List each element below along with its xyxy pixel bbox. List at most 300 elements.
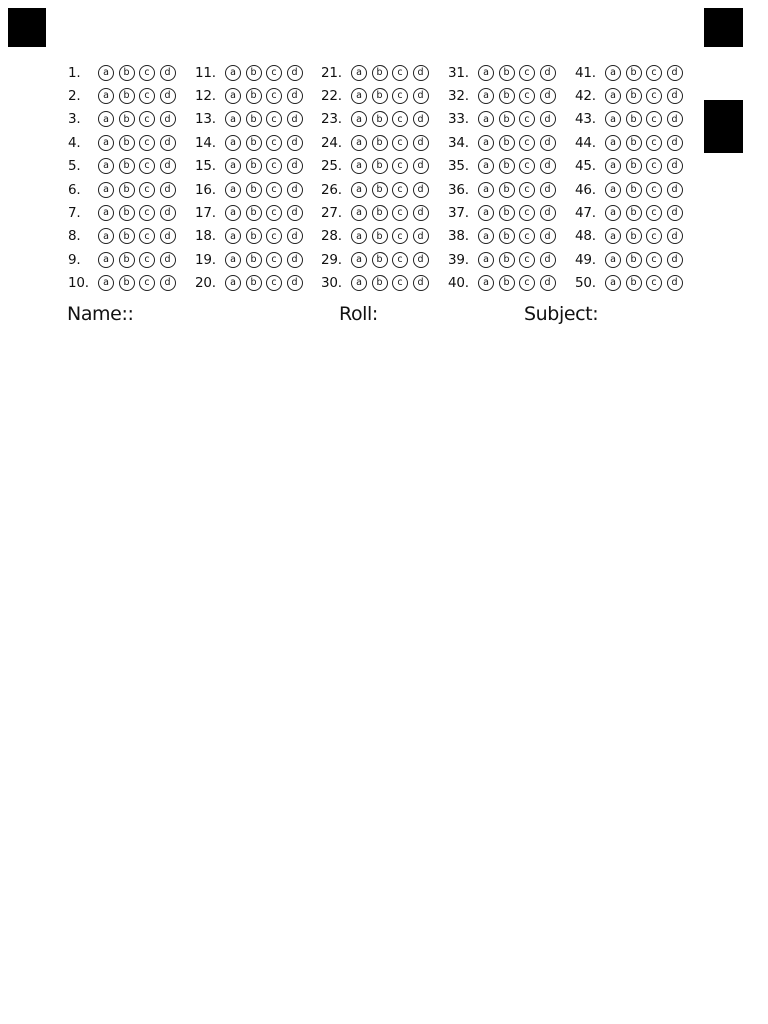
answer-bubble-a[interactable]: a <box>605 205 621 221</box>
answer-bubble-c[interactable]: c <box>519 228 535 244</box>
answer-bubble-a[interactable]: a <box>98 182 114 198</box>
answer-bubble-c[interactable]: c <box>646 135 662 151</box>
answer-bubble-b[interactable]: b <box>246 111 262 127</box>
answer-bubble-a[interactable]: a <box>351 111 367 127</box>
answer-bubble-d[interactable]: d <box>667 135 683 151</box>
answer-bubble-c[interactable]: c <box>266 88 282 104</box>
question-row <box>195 108 303 131</box>
answer-bubble-b[interactable]: b <box>372 205 388 221</box>
question-row <box>575 225 683 248</box>
answer-bubble-d[interactable]: d <box>540 65 556 81</box>
question-row <box>575 201 683 224</box>
answer-bubble-b[interactable]: b <box>372 182 388 198</box>
answer-bubble-a[interactable]: a <box>98 275 114 291</box>
answer-bubble-a[interactable]: a <box>478 228 494 244</box>
answer-bubble-b[interactable]: b <box>499 228 515 244</box>
answer-bubble-a[interactable]: a <box>98 252 114 268</box>
student-info-footer <box>0 303 768 331</box>
answer-bubble-c[interactable]: c <box>266 252 282 268</box>
answer-bubbles <box>98 228 176 244</box>
answer-bubble-d[interactable]: d <box>667 228 683 244</box>
answer-bubble-a[interactable]: a <box>225 205 241 221</box>
answer-bubble-b[interactable]: b <box>499 252 515 268</box>
answer-bubble-c[interactable]: c <box>519 182 535 198</box>
answer-bubble-c[interactable]: c <box>519 111 535 127</box>
answer-bubble-c[interactable]: c <box>646 158 662 174</box>
answer-bubble-d[interactable]: d <box>160 88 176 104</box>
answer-bubble-c[interactable]: c <box>646 182 662 198</box>
answer-bubble-c[interactable]: c <box>139 111 155 127</box>
question-number: 1. <box>68 64 81 81</box>
question-row <box>575 248 683 271</box>
answer-bubble-b[interactable]: b <box>246 182 262 198</box>
answer-bubbles <box>478 182 556 198</box>
answer-bubble-d[interactable]: d <box>413 135 429 151</box>
question-number: 8. <box>68 228 81 245</box>
answer-bubble-a[interactable]: a <box>98 205 114 221</box>
question-number: 24. <box>321 134 342 151</box>
answer-bubbles <box>98 111 176 127</box>
answer-bubble-b[interactable]: b <box>626 205 642 221</box>
answer-bubble-c[interactable]: c <box>139 275 155 291</box>
question-number: 43. <box>575 111 596 128</box>
answer-bubbles <box>225 111 303 127</box>
question-row <box>68 272 176 295</box>
answer-bubble-d[interactable]: d <box>540 182 556 198</box>
answer-bubble-c[interactable]: c <box>646 205 662 221</box>
answer-bubble-b[interactable]: b <box>246 88 262 104</box>
answer-bubble-b[interactable]: b <box>499 65 515 81</box>
answer-bubble-c[interactable]: c <box>646 111 662 127</box>
question-number: 16. <box>195 181 216 198</box>
answer-bubble-a[interactable]: a <box>98 65 114 81</box>
answer-bubbles <box>351 252 429 268</box>
answer-bubble-c[interactable]: c <box>139 205 155 221</box>
answer-bubble-a[interactable]: a <box>478 65 494 81</box>
answer-bubble-a[interactable]: a <box>478 135 494 151</box>
question-row <box>448 61 556 84</box>
subject-label: Subject: <box>524 303 599 325</box>
answer-bubble-c[interactable]: c <box>139 158 155 174</box>
answer-bubbles <box>98 158 176 174</box>
answer-bubble-b[interactable]: b <box>119 65 135 81</box>
answer-bubbles <box>605 205 683 221</box>
answer-bubble-b[interactable]: b <box>372 275 388 291</box>
answer-bubble-b[interactable]: b <box>246 228 262 244</box>
question-number: 39. <box>448 251 469 268</box>
answer-bubble-c[interactable]: c <box>266 65 282 81</box>
answer-bubble-a[interactable]: a <box>605 111 621 127</box>
answer-bubble-a[interactable]: a <box>605 275 621 291</box>
answer-bubble-a[interactable]: a <box>98 135 114 151</box>
answer-bubbles <box>98 65 176 81</box>
answer-bubble-b[interactable]: b <box>626 252 642 268</box>
answer-bubble-d[interactable]: d <box>667 88 683 104</box>
answer-bubble-d[interactable]: d <box>160 135 176 151</box>
answer-bubble-a[interactable]: a <box>351 135 367 151</box>
answer-bubble-d[interactable]: d <box>413 182 429 198</box>
answer-grid <box>68 61 700 293</box>
question-row <box>448 201 556 224</box>
answer-bubble-d[interactable]: d <box>540 205 556 221</box>
answer-bubble-c[interactable]: c <box>392 88 408 104</box>
answer-bubble-a[interactable]: a <box>605 88 621 104</box>
answer-bubble-c[interactable]: c <box>519 135 535 151</box>
answer-bubbles <box>478 135 556 151</box>
answer-bubble-b[interactable]: b <box>626 158 642 174</box>
answer-bubble-b[interactable]: b <box>499 275 515 291</box>
question-row <box>68 108 176 131</box>
question-number: 33. <box>448 111 469 128</box>
question-row <box>195 201 303 224</box>
answer-bubbles <box>225 88 303 104</box>
answer-bubble-b[interactable]: b <box>499 182 515 198</box>
answer-bubble-c[interactable]: c <box>392 205 408 221</box>
answer-bubble-a[interactable]: a <box>225 135 241 151</box>
answer-bubble-a[interactable]: a <box>351 275 367 291</box>
question-row <box>68 178 176 201</box>
answer-bubble-d[interactable]: d <box>413 65 429 81</box>
answer-bubbles <box>351 182 429 198</box>
answer-bubble-c[interactable]: c <box>266 111 282 127</box>
answer-bubble-a[interactable]: a <box>478 182 494 198</box>
question-row <box>68 84 176 107</box>
question-row <box>575 84 683 107</box>
answer-bubble-a[interactable]: a <box>478 158 494 174</box>
answer-bubble-c[interactable]: c <box>266 228 282 244</box>
question-row <box>68 248 176 271</box>
answer-bubble-b[interactable]: b <box>372 65 388 81</box>
answer-bubble-d[interactable]: d <box>413 252 429 268</box>
registration-marker-top-left <box>8 8 46 47</box>
question-number: 40. <box>448 275 469 292</box>
answer-bubble-c[interactable]: c <box>266 158 282 174</box>
answer-bubble-d[interactable]: d <box>160 275 176 291</box>
answer-bubble-d[interactable]: d <box>160 252 176 268</box>
question-number: 17. <box>195 204 216 221</box>
answer-bubble-d[interactable]: d <box>287 252 303 268</box>
question-row <box>195 131 303 154</box>
answer-bubble-a[interactable]: a <box>225 252 241 268</box>
question-number: 11. <box>195 64 216 81</box>
answer-bubble-c[interactable]: c <box>392 158 408 174</box>
answer-bubble-b[interactable]: b <box>499 111 515 127</box>
question-row <box>195 178 303 201</box>
answer-bubble-b[interactable]: b <box>372 88 388 104</box>
registration-marker-right <box>704 100 743 153</box>
answer-bubble-a[interactable]: a <box>98 88 114 104</box>
answer-bubbles <box>478 88 556 104</box>
answer-bubble-b[interactable]: b <box>626 65 642 81</box>
answer-bubbles <box>605 228 683 244</box>
answer-bubble-d[interactable]: d <box>287 275 303 291</box>
answer-bubble-d[interactable]: d <box>160 205 176 221</box>
question-row <box>575 272 683 295</box>
answer-bubble-c[interactable]: c <box>646 275 662 291</box>
answer-bubble-b[interactable]: b <box>246 205 262 221</box>
answer-bubble-d[interactable]: d <box>667 252 683 268</box>
answer-bubble-a[interactable]: a <box>605 65 621 81</box>
answer-bubble-b[interactable]: b <box>372 228 388 244</box>
answer-bubble-a[interactable]: a <box>605 158 621 174</box>
answer-bubble-c[interactable]: c <box>646 228 662 244</box>
answer-bubble-a[interactable]: a <box>351 205 367 221</box>
answer-bubble-b[interactable]: b <box>119 158 135 174</box>
answer-bubble-d[interactable]: d <box>540 111 556 127</box>
question-number: 31. <box>448 64 469 81</box>
answer-bubble-c[interactable]: c <box>392 135 408 151</box>
answer-bubble-b[interactable]: b <box>372 252 388 268</box>
answer-bubble-b[interactable]: b <box>119 135 135 151</box>
answer-bubble-b[interactable]: b <box>372 111 388 127</box>
registration-marker-top-right <box>704 8 743 47</box>
answer-bubble-d[interactable]: d <box>287 111 303 127</box>
answer-bubble-b[interactable]: b <box>119 182 135 198</box>
question-row <box>68 131 176 154</box>
answer-bubble-b[interactable]: b <box>626 88 642 104</box>
question-number: 38. <box>448 228 469 245</box>
answer-bubble-b[interactable]: b <box>499 158 515 174</box>
answer-bubble-a[interactable]: a <box>225 111 241 127</box>
answer-bubbles <box>478 158 556 174</box>
answer-bubble-b[interactable]: b <box>246 158 262 174</box>
answer-bubble-d[interactable]: d <box>667 205 683 221</box>
answer-bubble-c[interactable]: c <box>519 205 535 221</box>
answer-bubbles <box>605 135 683 151</box>
question-number: 49. <box>575 251 596 268</box>
answer-bubble-c[interactable]: c <box>519 275 535 291</box>
answer-bubble-a[interactable]: a <box>478 88 494 104</box>
answer-bubble-b[interactable]: b <box>119 205 135 221</box>
answer-bubble-b[interactable]: b <box>499 135 515 151</box>
question-row <box>321 248 429 271</box>
answer-bubble-b[interactable]: b <box>626 111 642 127</box>
answer-bubble-c[interactable]: c <box>139 65 155 81</box>
answer-bubble-c[interactable]: c <box>519 65 535 81</box>
question-number: 28. <box>321 228 342 245</box>
answer-bubble-a[interactable]: a <box>351 88 367 104</box>
question-number: 41. <box>575 64 596 81</box>
answer-bubble-d[interactable]: d <box>667 111 683 127</box>
answer-bubble-b[interactable]: b <box>626 228 642 244</box>
question-number: 45. <box>575 158 596 175</box>
answer-bubbles <box>478 111 556 127</box>
answer-bubble-d[interactable]: d <box>667 158 683 174</box>
answer-bubble-b[interactable]: b <box>119 88 135 104</box>
answer-bubbles <box>605 182 683 198</box>
answer-bubble-a[interactable]: a <box>225 88 241 104</box>
answer-bubble-b[interactable]: b <box>626 275 642 291</box>
answer-bubble-c[interactable]: c <box>519 252 535 268</box>
answer-bubble-a[interactable]: a <box>605 228 621 244</box>
answer-bubble-a[interactable]: a <box>351 65 367 81</box>
question-number: 36. <box>448 181 469 198</box>
question-number: 46. <box>575 181 596 198</box>
answer-bubble-c[interactable]: c <box>519 88 535 104</box>
answer-bubble-c[interactable]: c <box>519 158 535 174</box>
answer-bubble-d[interactable]: d <box>540 275 556 291</box>
answer-bubble-d[interactable]: d <box>540 135 556 151</box>
answer-bubbles <box>225 275 303 291</box>
answer-bubble-a[interactable]: a <box>98 228 114 244</box>
answer-bubble-c[interactable]: c <box>266 182 282 198</box>
answer-bubble-c[interactable]: c <box>646 252 662 268</box>
answer-bubbles <box>98 135 176 151</box>
answer-bubble-a[interactable]: a <box>98 111 114 127</box>
question-row <box>448 272 556 295</box>
answer-bubble-c[interactable]: c <box>266 205 282 221</box>
answer-bubble-c[interactable]: c <box>392 65 408 81</box>
answer-bubble-a[interactable]: a <box>605 135 621 151</box>
answer-bubble-d[interactable]: d <box>287 158 303 174</box>
answer-bubbles <box>225 135 303 151</box>
answer-bubbles <box>225 252 303 268</box>
answer-bubbles <box>98 275 176 291</box>
question-row <box>195 225 303 248</box>
answer-bubble-a[interactable]: a <box>351 228 367 244</box>
answer-bubble-b[interactable]: b <box>119 252 135 268</box>
answer-bubble-d[interactable]: d <box>160 65 176 81</box>
answer-bubble-d[interactable]: d <box>287 205 303 221</box>
answer-bubble-b[interactable]: b <box>246 65 262 81</box>
question-number: 14. <box>195 134 216 151</box>
answer-bubble-b[interactable]: b <box>499 205 515 221</box>
answer-bubble-a[interactable]: a <box>225 158 241 174</box>
answer-bubble-d[interactable]: d <box>160 228 176 244</box>
question-number: 22. <box>321 87 342 104</box>
answer-bubble-d[interactable]: d <box>667 275 683 291</box>
answer-bubble-c[interactable]: c <box>646 88 662 104</box>
answer-bubble-a[interactable]: a <box>98 158 114 174</box>
answer-bubble-a[interactable]: a <box>225 228 241 244</box>
answer-bubble-d[interactable]: d <box>160 111 176 127</box>
answer-bubble-d[interactable]: d <box>413 158 429 174</box>
answer-bubble-a[interactable]: a <box>225 182 241 198</box>
question-number: 5. <box>68 158 81 175</box>
answer-bubble-d[interactable]: d <box>287 228 303 244</box>
answer-bubble-d[interactable]: d <box>667 65 683 81</box>
answer-bubble-a[interactable]: a <box>225 275 241 291</box>
answer-bubble-b[interactable]: b <box>246 252 262 268</box>
answer-bubble-a[interactable]: a <box>351 252 367 268</box>
answer-bubbles <box>98 252 176 268</box>
answer-bubble-d[interactable]: d <box>413 205 429 221</box>
answer-bubbles <box>351 228 429 244</box>
answer-bubble-d[interactable]: d <box>160 182 176 198</box>
answer-bubbles <box>478 275 556 291</box>
answer-bubble-a[interactable]: a <box>351 182 367 198</box>
answer-bubble-d[interactable]: d <box>540 158 556 174</box>
answer-bubble-c[interactable]: c <box>139 88 155 104</box>
answer-bubbles <box>478 65 556 81</box>
answer-bubble-b[interactable]: b <box>246 275 262 291</box>
answer-bubble-b[interactable]: b <box>119 275 135 291</box>
answer-bubble-d[interactable]: d <box>287 182 303 198</box>
question-number: 13. <box>195 111 216 128</box>
answer-bubble-d[interactable]: d <box>413 228 429 244</box>
answer-bubbles <box>98 205 176 221</box>
answer-bubble-d[interactable]: d <box>287 65 303 81</box>
question-number: 20. <box>195 275 216 292</box>
answer-bubble-c[interactable]: c <box>392 228 408 244</box>
answer-bubble-a[interactable]: a <box>478 111 494 127</box>
answer-bubble-a[interactable]: a <box>478 205 494 221</box>
question-number: 35. <box>448 158 469 175</box>
question-row <box>321 178 429 201</box>
answer-bubble-a[interactable]: a <box>351 158 367 174</box>
answer-bubbles <box>351 158 429 174</box>
question-number: 6. <box>68 181 81 198</box>
answer-bubble-a[interactable]: a <box>225 65 241 81</box>
answer-bubble-a[interactable]: a <box>605 182 621 198</box>
answer-bubble-a[interactable]: a <box>478 252 494 268</box>
answer-bubble-d[interactable]: d <box>413 111 429 127</box>
question-row <box>68 201 176 224</box>
answer-bubble-b[interactable]: b <box>499 88 515 104</box>
answer-bubble-b[interactable]: b <box>372 158 388 174</box>
question-number: 9. <box>68 251 81 268</box>
answer-bubble-c[interactable]: c <box>139 228 155 244</box>
answer-bubble-d[interactable]: d <box>413 88 429 104</box>
answer-bubbles <box>605 158 683 174</box>
question-number: 15. <box>195 158 216 175</box>
answer-bubbles <box>605 275 683 291</box>
answer-bubble-a[interactable]: a <box>605 252 621 268</box>
answer-bubble-c[interactable]: c <box>266 135 282 151</box>
question-row <box>321 272 429 295</box>
answer-bubble-b[interactable]: b <box>372 135 388 151</box>
question-row <box>195 248 303 271</box>
answer-bubble-c[interactable]: c <box>392 111 408 127</box>
answer-bubble-c[interactable]: c <box>392 275 408 291</box>
answer-bubble-b[interactable]: b <box>626 135 642 151</box>
question-row <box>575 131 683 154</box>
answer-bubble-b[interactable]: b <box>626 182 642 198</box>
question-number: 4. <box>68 134 81 151</box>
question-row <box>195 155 303 178</box>
question-row <box>68 225 176 248</box>
question-number: 10. <box>68 275 89 292</box>
question-row <box>448 131 556 154</box>
question-number: 27. <box>321 204 342 221</box>
answer-bubbles <box>225 205 303 221</box>
answer-bubble-a[interactable]: a <box>478 275 494 291</box>
answer-bubble-c[interactable]: c <box>392 252 408 268</box>
question-number: 19. <box>195 251 216 268</box>
answer-bubbles <box>351 205 429 221</box>
answer-bubble-d[interactable]: d <box>413 275 429 291</box>
answer-bubble-b[interactable]: b <box>119 228 135 244</box>
question-number: 44. <box>575 134 596 151</box>
answer-bubble-c[interactable]: c <box>646 65 662 81</box>
answer-bubble-d[interactable]: d <box>287 135 303 151</box>
answer-bubble-c[interactable]: c <box>392 182 408 198</box>
answer-bubble-c[interactable]: c <box>139 252 155 268</box>
answer-bubble-c[interactable]: c <box>139 135 155 151</box>
question-number: 26. <box>321 181 342 198</box>
answer-bubble-d[interactable]: d <box>287 88 303 104</box>
answer-bubble-d[interactable]: d <box>160 158 176 174</box>
answer-bubble-d[interactable]: d <box>540 252 556 268</box>
answer-bubble-d[interactable]: d <box>667 182 683 198</box>
answer-bubble-b[interactable]: b <box>246 135 262 151</box>
answer-bubble-c[interactable]: c <box>266 275 282 291</box>
answer-bubble-d[interactable]: d <box>540 228 556 244</box>
answer-bubble-b[interactable]: b <box>119 111 135 127</box>
answer-bubble-d[interactable]: d <box>540 88 556 104</box>
question-row <box>195 61 303 84</box>
answer-bubble-c[interactable]: c <box>139 182 155 198</box>
